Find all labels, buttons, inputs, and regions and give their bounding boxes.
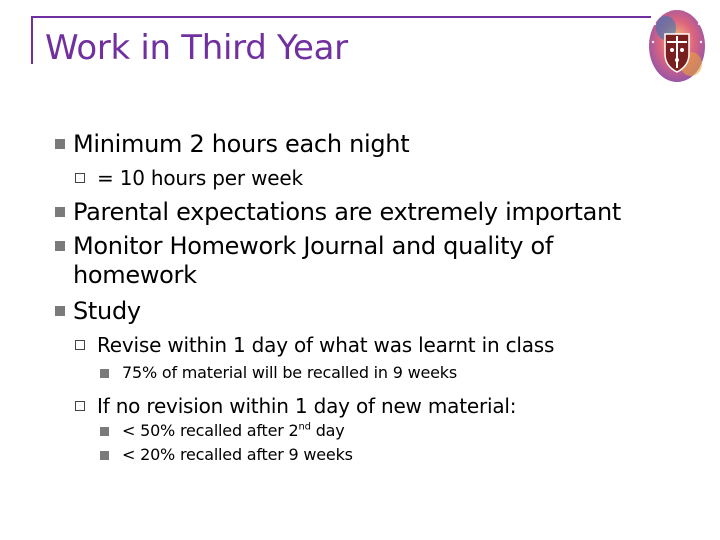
bullet-text: Monitor Homework Journal and quality of [73, 232, 554, 260]
bullet-marker [55, 207, 65, 217]
title-frame-left [31, 16, 33, 64]
bullet-text-continued: homework [73, 261, 197, 289]
sub-bullet-marker [75, 173, 85, 183]
slide-title: Work in Third Year [45, 28, 348, 68]
sub-sub-bullet-marker [100, 451, 109, 460]
bullet-marker [55, 139, 65, 149]
bullet-text: Study [73, 297, 141, 325]
sub-bullet-marker [75, 340, 85, 350]
sub-bullet-marker [75, 401, 85, 411]
bullet-text: Minimum 2 hours each night [73, 130, 410, 158]
sub-sub-bullet-text [122, 420, 345, 442]
sub-sub-bullet-marker [100, 427, 109, 436]
ordinal-superscript: nd [298, 421, 311, 433]
sub-sub-bullet-text: 75% of material will be recalled in 9 weeks [122, 363, 457, 382]
sub-bullet-text: Revise within 1 day of what was learnt in class [97, 333, 555, 357]
bullet-text: Parental expectations are extremely important [73, 198, 622, 226]
sub-sub-bullet-marker [100, 369, 109, 378]
school-crest-icon [646, 2, 708, 86]
title-frame-top [31, 16, 651, 18]
sub-bullet-text: If no revision within 1 day of new material: [97, 394, 517, 418]
sub-bullet-text: = 10 hours per week [97, 166, 303, 190]
text-after-superscript: day [310, 421, 345, 440]
text-before-superscript: < 50% recalled after 2 [122, 421, 299, 440]
bullet-marker [55, 306, 65, 316]
bullet-marker [55, 241, 65, 251]
sub-sub-bullet-text: < 20% recalled after 9 weeks [122, 445, 353, 464]
